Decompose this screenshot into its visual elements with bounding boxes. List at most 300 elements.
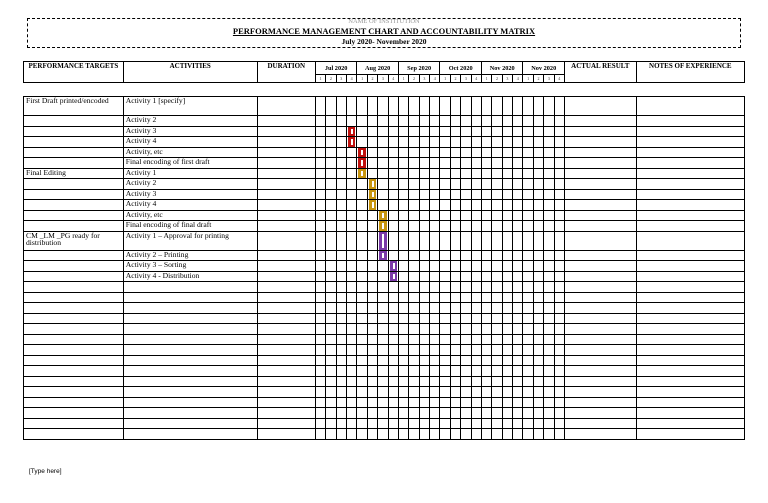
performance-target-cell <box>24 355 124 366</box>
week-cell <box>440 376 450 387</box>
week-cell <box>367 271 377 282</box>
week-cell <box>409 429 419 440</box>
week-cell <box>554 408 564 419</box>
week-cell <box>513 292 523 303</box>
week-cell <box>481 147 491 158</box>
week-cell <box>378 429 388 440</box>
week-cell <box>388 292 398 303</box>
week-cell <box>471 189 481 200</box>
week-cell <box>440 168 450 179</box>
week-cell <box>533 116 543 127</box>
week-cell <box>440 126 450 137</box>
week-cell <box>326 189 336 200</box>
activity-cell: Final encoding of first draft <box>123 158 257 169</box>
week-cell <box>502 189 512 200</box>
duration-cell <box>257 313 315 324</box>
week-cell <box>357 147 367 158</box>
activity-cell: Activity, etc <box>123 147 257 158</box>
week-cell <box>481 429 491 440</box>
week-cell <box>440 345 450 356</box>
week-cell <box>398 376 408 387</box>
week-cell <box>502 429 512 440</box>
week-cell <box>430 179 440 190</box>
week-cell <box>388 282 398 293</box>
week-cell <box>544 418 554 429</box>
week-cell <box>440 97 450 116</box>
actual-result-cell <box>564 250 636 261</box>
week-cell <box>347 250 357 261</box>
week-cell <box>492 408 502 419</box>
week-cell <box>315 200 325 211</box>
table-row <box>24 282 745 293</box>
week-cell <box>533 418 543 429</box>
week-cell <box>544 408 554 419</box>
week-cell <box>440 231 450 250</box>
activity-cell <box>123 366 257 377</box>
notes-cell <box>636 261 744 272</box>
week-cell <box>367 158 377 169</box>
week-cell <box>481 271 491 282</box>
week-cell <box>461 429 471 440</box>
week-cell <box>450 429 460 440</box>
week-cell <box>461 189 471 200</box>
week-cell <box>367 376 377 387</box>
week-cell <box>409 97 419 116</box>
notes-cell <box>636 282 744 293</box>
week-cell <box>357 271 367 282</box>
week-cell <box>533 168 543 179</box>
week-cell <box>481 158 491 169</box>
week-cell <box>544 250 554 261</box>
week-number: 3 <box>336 75 346 83</box>
notes-cell <box>636 179 744 190</box>
week-cell <box>523 221 533 232</box>
week-cell <box>533 324 543 335</box>
week-cell <box>336 147 346 158</box>
week-cell <box>347 189 357 200</box>
notes-cell <box>636 200 744 211</box>
activity-cell <box>123 345 257 356</box>
week-cell <box>440 200 450 211</box>
week-cell <box>398 292 408 303</box>
week-cell <box>409 366 419 377</box>
week-cell <box>430 345 440 356</box>
week-cell <box>419 376 429 387</box>
week-cell <box>336 97 346 116</box>
week-cell <box>533 387 543 398</box>
week-cell <box>523 116 533 127</box>
week-cell <box>492 210 502 221</box>
week-cell <box>461 147 471 158</box>
week-cell <box>533 231 543 250</box>
actual-result-cell <box>564 429 636 440</box>
table-row <box>24 429 745 440</box>
week-cell <box>481 137 491 148</box>
table-row <box>24 168 745 179</box>
week-cell <box>315 408 325 419</box>
week-cell <box>492 147 502 158</box>
week-cell <box>430 387 440 398</box>
actual-result-cell <box>564 147 636 158</box>
week-cell <box>336 429 346 440</box>
week-cell <box>513 418 523 429</box>
actual-result-cell <box>564 418 636 429</box>
week-cell <box>357 261 367 272</box>
performance-target-cell <box>24 116 124 127</box>
week-cell <box>388 147 398 158</box>
week-cell <box>367 147 377 158</box>
activity-cell <box>123 292 257 303</box>
performance-target-cell <box>24 282 124 293</box>
actual-result-cell <box>564 97 636 116</box>
week-cell <box>523 282 533 293</box>
notes-cell <box>636 231 744 250</box>
week-cell <box>440 179 450 190</box>
week-cell <box>450 366 460 377</box>
week-cell <box>440 261 450 272</box>
actual-result-cell <box>564 189 636 200</box>
week-cell <box>523 179 533 190</box>
week-cell <box>367 250 377 261</box>
week-cell <box>419 137 429 148</box>
week-cell <box>419 271 429 282</box>
week-cell <box>409 189 419 200</box>
week-cell <box>461 97 471 116</box>
notes-cell <box>636 137 744 148</box>
week-cell <box>513 147 523 158</box>
performance-target-cell <box>24 345 124 356</box>
performance-target-cell <box>24 387 124 398</box>
table-row <box>24 271 745 282</box>
week-cell <box>326 97 336 116</box>
week-cell <box>554 261 564 272</box>
activity-cell <box>123 282 257 293</box>
week-cell <box>554 231 564 250</box>
week-number: 4 <box>471 75 481 83</box>
week-cell <box>544 292 554 303</box>
week-cell <box>544 168 554 179</box>
activity-cell <box>123 418 257 429</box>
week-cell <box>326 200 336 211</box>
month-header: Nov 2020 <box>523 62 565 75</box>
week-cell <box>554 221 564 232</box>
duration-cell <box>257 292 315 303</box>
actual-result-cell <box>564 366 636 377</box>
week-cell <box>471 418 481 429</box>
week-cell <box>378 418 388 429</box>
week-cell <box>513 231 523 250</box>
performance-target-cell <box>24 313 124 324</box>
week-cell <box>430 137 440 148</box>
week-cell <box>409 250 419 261</box>
performance-target-cell <box>24 334 124 345</box>
duration-cell <box>257 376 315 387</box>
week-cell <box>419 189 429 200</box>
week-cell <box>388 261 398 272</box>
performance-target-cell <box>24 418 124 429</box>
week-cell <box>513 429 523 440</box>
week-cell <box>554 200 564 211</box>
week-cell <box>419 147 429 158</box>
week-cell <box>554 303 564 314</box>
week-cell <box>544 116 554 127</box>
week-cell <box>347 231 357 250</box>
week-cell <box>502 158 512 169</box>
week-cell <box>326 210 336 221</box>
week-cell <box>336 210 346 221</box>
week-cell <box>409 168 419 179</box>
week-cell <box>502 200 512 211</box>
week-cell <box>315 231 325 250</box>
week-cell <box>471 250 481 261</box>
duration-cell <box>257 387 315 398</box>
week-cell <box>554 292 564 303</box>
table-row <box>24 355 745 366</box>
table-row <box>24 366 745 377</box>
week-cell <box>378 158 388 169</box>
week-cell <box>378 387 388 398</box>
week-cell <box>419 116 429 127</box>
week-cell <box>523 345 533 356</box>
week-cell <box>513 303 523 314</box>
week-number: 2 <box>326 75 336 83</box>
week-cell <box>502 345 512 356</box>
week-cell <box>502 250 512 261</box>
week-cell <box>513 397 523 408</box>
table-row <box>24 324 745 335</box>
week-cell <box>378 376 388 387</box>
week-cell <box>409 418 419 429</box>
week-cell <box>544 376 554 387</box>
week-cell <box>409 324 419 335</box>
week-cell <box>419 168 429 179</box>
week-cell <box>367 303 377 314</box>
actual-result-cell <box>564 200 636 211</box>
week-cell <box>336 221 346 232</box>
week-cell <box>326 250 336 261</box>
week-cell <box>357 387 367 398</box>
week-cell <box>450 313 460 324</box>
week-cell <box>502 397 512 408</box>
week-cell <box>398 355 408 366</box>
week-cell <box>502 282 512 293</box>
week-cell <box>481 418 491 429</box>
week-cell <box>326 147 336 158</box>
week-cell <box>409 313 419 324</box>
week-cell <box>502 292 512 303</box>
week-cell <box>554 179 564 190</box>
week-cell <box>544 179 554 190</box>
week-cell <box>398 408 408 419</box>
duration-cell <box>257 126 315 137</box>
week-cell <box>398 179 408 190</box>
actual-result-cell <box>564 282 636 293</box>
activity-cell <box>123 334 257 345</box>
week-cell <box>533 97 543 116</box>
week-cell <box>471 210 481 221</box>
week-cell <box>430 168 440 179</box>
table-row <box>24 137 745 148</box>
gantt-bar <box>358 169 365 179</box>
week-cell <box>492 387 502 398</box>
week-cell <box>388 366 398 377</box>
week-cell <box>388 97 398 116</box>
week-cell <box>523 334 533 345</box>
period-label: July 2020- November 2020 <box>341 37 427 46</box>
week-cell <box>481 231 491 250</box>
week-cell <box>378 313 388 324</box>
week-cell <box>326 366 336 377</box>
duration-cell <box>257 334 315 345</box>
week-cell <box>481 303 491 314</box>
week-cell <box>450 345 460 356</box>
week-cell <box>409 137 419 148</box>
week-cell <box>388 303 398 314</box>
week-cell <box>367 418 377 429</box>
week-cell <box>357 126 367 137</box>
week-cell <box>440 189 450 200</box>
week-cell <box>419 345 429 356</box>
week-cell <box>430 126 440 137</box>
week-cell <box>388 324 398 335</box>
week-cell <box>398 126 408 137</box>
performance-target-cell <box>24 250 124 261</box>
week-cell <box>419 261 429 272</box>
week-cell <box>367 179 377 190</box>
week-cell <box>388 250 398 261</box>
week-cell <box>554 387 564 398</box>
duration-cell <box>257 221 315 232</box>
week-cell <box>544 200 554 211</box>
week-cell <box>440 408 450 419</box>
week-cell <box>513 116 523 127</box>
week-cell <box>430 271 440 282</box>
week-cell <box>398 324 408 335</box>
week-cell <box>315 303 325 314</box>
notes-cell <box>636 292 744 303</box>
week-cell <box>367 429 377 440</box>
table-row <box>24 189 745 200</box>
week-cell <box>440 366 450 377</box>
month-header: Aug 2020 <box>357 62 399 75</box>
duration-cell <box>257 261 315 272</box>
week-cell <box>440 116 450 127</box>
week-cell <box>492 324 502 335</box>
week-cell <box>450 324 460 335</box>
notes-cell <box>636 271 744 282</box>
week-cell <box>336 231 346 250</box>
week-cell <box>398 168 408 179</box>
week-cell <box>544 261 554 272</box>
duration-cell <box>257 147 315 158</box>
week-cell <box>533 334 543 345</box>
week-cell <box>481 116 491 127</box>
week-cell <box>492 261 502 272</box>
performance-target-cell <box>24 158 124 169</box>
week-cell <box>347 221 357 232</box>
week-cell <box>315 250 325 261</box>
week-cell <box>388 355 398 366</box>
week-cell <box>388 221 398 232</box>
gantt-bar <box>379 232 386 250</box>
week-cell <box>357 179 367 190</box>
activity-cell: Activity 2 – Printing <box>123 250 257 261</box>
week-number: 3 <box>502 75 512 83</box>
week-cell <box>533 355 543 366</box>
week-cell <box>367 334 377 345</box>
duration-cell <box>257 116 315 127</box>
week-cell <box>357 334 367 345</box>
week-cell <box>430 221 440 232</box>
week-cell <box>326 429 336 440</box>
week-cell <box>533 303 543 314</box>
week-cell <box>388 168 398 179</box>
week-cell <box>502 231 512 250</box>
week-cell <box>378 168 388 179</box>
week-cell <box>409 210 419 221</box>
week-cell <box>336 397 346 408</box>
duration-cell <box>257 250 315 261</box>
week-cell <box>430 303 440 314</box>
duration-cell <box>257 137 315 148</box>
week-cell <box>315 334 325 345</box>
week-cell <box>461 313 471 324</box>
week-cell <box>315 221 325 232</box>
week-cell <box>450 387 460 398</box>
week-cell <box>492 271 502 282</box>
week-cell <box>419 126 429 137</box>
week-cell <box>357 189 367 200</box>
performance-target-cell <box>24 137 124 148</box>
week-cell <box>554 116 564 127</box>
week-cell <box>347 345 357 356</box>
week-cell <box>378 303 388 314</box>
week-cell <box>430 313 440 324</box>
week-cell <box>398 345 408 356</box>
week-cell <box>471 137 481 148</box>
week-cell <box>440 221 450 232</box>
week-cell <box>481 261 491 272</box>
week-cell <box>326 324 336 335</box>
notes-cell <box>636 418 744 429</box>
week-cell <box>347 261 357 272</box>
performance-target-cell <box>24 366 124 377</box>
week-cell <box>481 97 491 116</box>
week-number: 3 <box>419 75 429 83</box>
week-cell <box>398 210 408 221</box>
week-cell <box>378 231 388 250</box>
week-cell <box>409 221 419 232</box>
month-header: Oct 2020 <box>440 62 482 75</box>
week-cell <box>430 200 440 211</box>
week-cell <box>315 355 325 366</box>
week-cell <box>533 126 543 137</box>
week-cell <box>502 324 512 335</box>
week-cell <box>315 261 325 272</box>
week-number: 2 <box>367 75 377 83</box>
week-cell <box>347 355 357 366</box>
week-cell <box>315 210 325 221</box>
week-number: 3 <box>461 75 471 83</box>
table-row <box>24 418 745 429</box>
week-cell <box>357 200 367 211</box>
performance-target-cell <box>24 429 124 440</box>
week-cell <box>430 418 440 429</box>
week-cell <box>357 366 367 377</box>
week-cell <box>430 282 440 293</box>
week-cell <box>367 126 377 137</box>
week-cell <box>347 126 357 137</box>
